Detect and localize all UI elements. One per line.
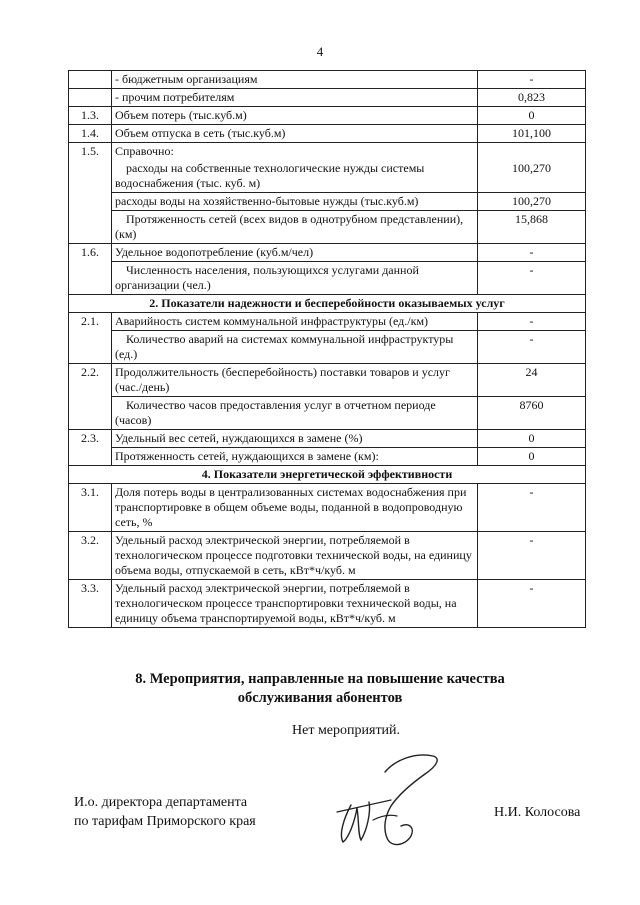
row-value: 8760 <box>478 397 586 430</box>
row-name: Объем отпуска в сеть (тыс.куб.м) <box>112 125 478 143</box>
row-number: 3.2. <box>69 532 112 580</box>
row-name: расходы воды на хозяйственно-бытовые нужды (тыс.куб.м) <box>112 193 478 211</box>
table-row <box>69 532 586 580</box>
row-name: Протяженность сетей (всех видов в однотрубном представлении), (км) <box>112 211 478 244</box>
section-title: 4. Показатели энергетической эффективности <box>69 466 586 484</box>
row-name: Продолжительность (бесперебойность) поставки товаров и услуг (час./день) <box>112 364 478 397</box>
row-name: Удельный расход электрической энергии, потребляемой в технологическом процессе транспортировки технической воды, на единицу объема транспортируемой воды, кВт*ч/куб. м <box>112 580 478 628</box>
row-value: - <box>478 313 586 331</box>
row-number: 2.3. <box>69 430 112 466</box>
handwritten-signature <box>325 750 455 860</box>
section-heading-line: 8. Мероприятия, направленные на повышение качества <box>135 671 505 687</box>
row-value: 100,270 <box>478 160 586 193</box>
row-name: Количество аварий на системах коммунальной инфраструктуры (ед.) <box>112 331 478 364</box>
row-name: Аварийность систем коммунальной инфраструктуры (ед./км) <box>112 313 478 331</box>
table-row <box>69 211 586 244</box>
table-row <box>69 125 586 143</box>
page-number: 4 <box>316 44 324 59</box>
table-row <box>69 160 586 193</box>
row-name: Удельное водопотребление (куб.м/чел) <box>112 244 478 262</box>
table-row <box>69 397 586 430</box>
indicators-table <box>68 70 586 628</box>
row-name: - бюджетным организациям <box>112 71 478 89</box>
row-value: 0 <box>478 430 586 448</box>
row-value: 15,868 <box>478 211 586 244</box>
row-number: 1.4. <box>69 125 112 143</box>
row-number: 1.6. <box>69 244 112 295</box>
table-row <box>69 244 586 262</box>
row-number: 1.3. <box>69 107 112 125</box>
row-value: 0 <box>478 448 586 466</box>
table-row <box>69 580 586 628</box>
no-measures-text: Нет мероприятий. <box>292 723 401 738</box>
row-value: 101,100 <box>478 125 586 143</box>
table-row <box>69 313 586 331</box>
table-row <box>69 89 586 107</box>
table-row <box>69 430 586 448</box>
row-value <box>478 143 586 161</box>
row-name: - прочим потребителям <box>112 89 478 107</box>
row-name: Протяженность сетей, нуждающихся в замене (км): <box>112 448 478 466</box>
section-header-row <box>69 295 586 313</box>
row-value: 0,823 <box>478 89 586 107</box>
row-number: 2.1. <box>69 313 112 364</box>
row-number <box>69 71 112 89</box>
row-number: 2.2. <box>69 364 112 430</box>
row-value: - <box>478 532 586 580</box>
table-row <box>69 143 586 161</box>
row-value: 24 <box>478 364 586 397</box>
section-heading-line: обслуживания абонентов <box>237 690 403 706</box>
table-row <box>69 331 586 364</box>
table-row <box>69 71 586 89</box>
row-value: - <box>478 331 586 364</box>
table-row <box>69 262 586 295</box>
row-value: - <box>478 244 586 262</box>
row-value: - <box>478 580 586 628</box>
table-row <box>69 193 586 211</box>
table-row <box>69 484 586 532</box>
row-value: - <box>478 484 586 532</box>
row-name: Удельный вес сетей, нуждающихся в замене (%) <box>112 430 478 448</box>
section-heading <box>0 670 640 708</box>
row-name: Удельный расход электрической энергии, потребляемой в технологическом процессе подготовки технической воды, на единицу объема воды, отпускаемой в сеть, кВт*ч/куб. м <box>112 532 478 580</box>
table-row <box>69 364 586 397</box>
row-number: 1.5. <box>69 143 112 244</box>
row-number: 3.3. <box>69 580 112 628</box>
row-value: - <box>478 262 586 295</box>
row-number: 3.1. <box>69 484 112 532</box>
signer-name: Н.И. Колосова <box>494 805 581 820</box>
row-value: 100,270 <box>478 193 586 211</box>
signer-position-line: И.о. директора департамента <box>74 795 248 810</box>
signer-position-line: по тарифам Приморского края <box>74 814 256 829</box>
table-row <box>69 107 586 125</box>
row-name: расходы на собственные технологические нужды системы водоснабжения (тыс. куб. м) <box>112 160 478 193</box>
row-number <box>69 89 112 107</box>
row-name: Справочно: <box>112 143 478 161</box>
row-name: Доля потерь воды в централизованных системах водоснабжения при транспортировке в общем объеме воды, поданной в водопроводную сеть, % <box>112 484 478 532</box>
section-title: 2. Показатели надежности и бесперебойности оказываемых услуг <box>69 295 586 313</box>
table-row <box>69 448 586 466</box>
row-name: Численность населения, пользующихся услугами данной организации (чел.) <box>112 262 478 295</box>
section-header-row <box>69 466 586 484</box>
row-name: Количество часов предоставления услуг в отчетном периоде (часов) <box>112 397 478 430</box>
row-value: 0 <box>478 107 586 125</box>
signer-position <box>74 793 256 831</box>
row-name: Объем потерь (тыс.куб.м) <box>112 107 478 125</box>
row-value: - <box>478 71 586 89</box>
